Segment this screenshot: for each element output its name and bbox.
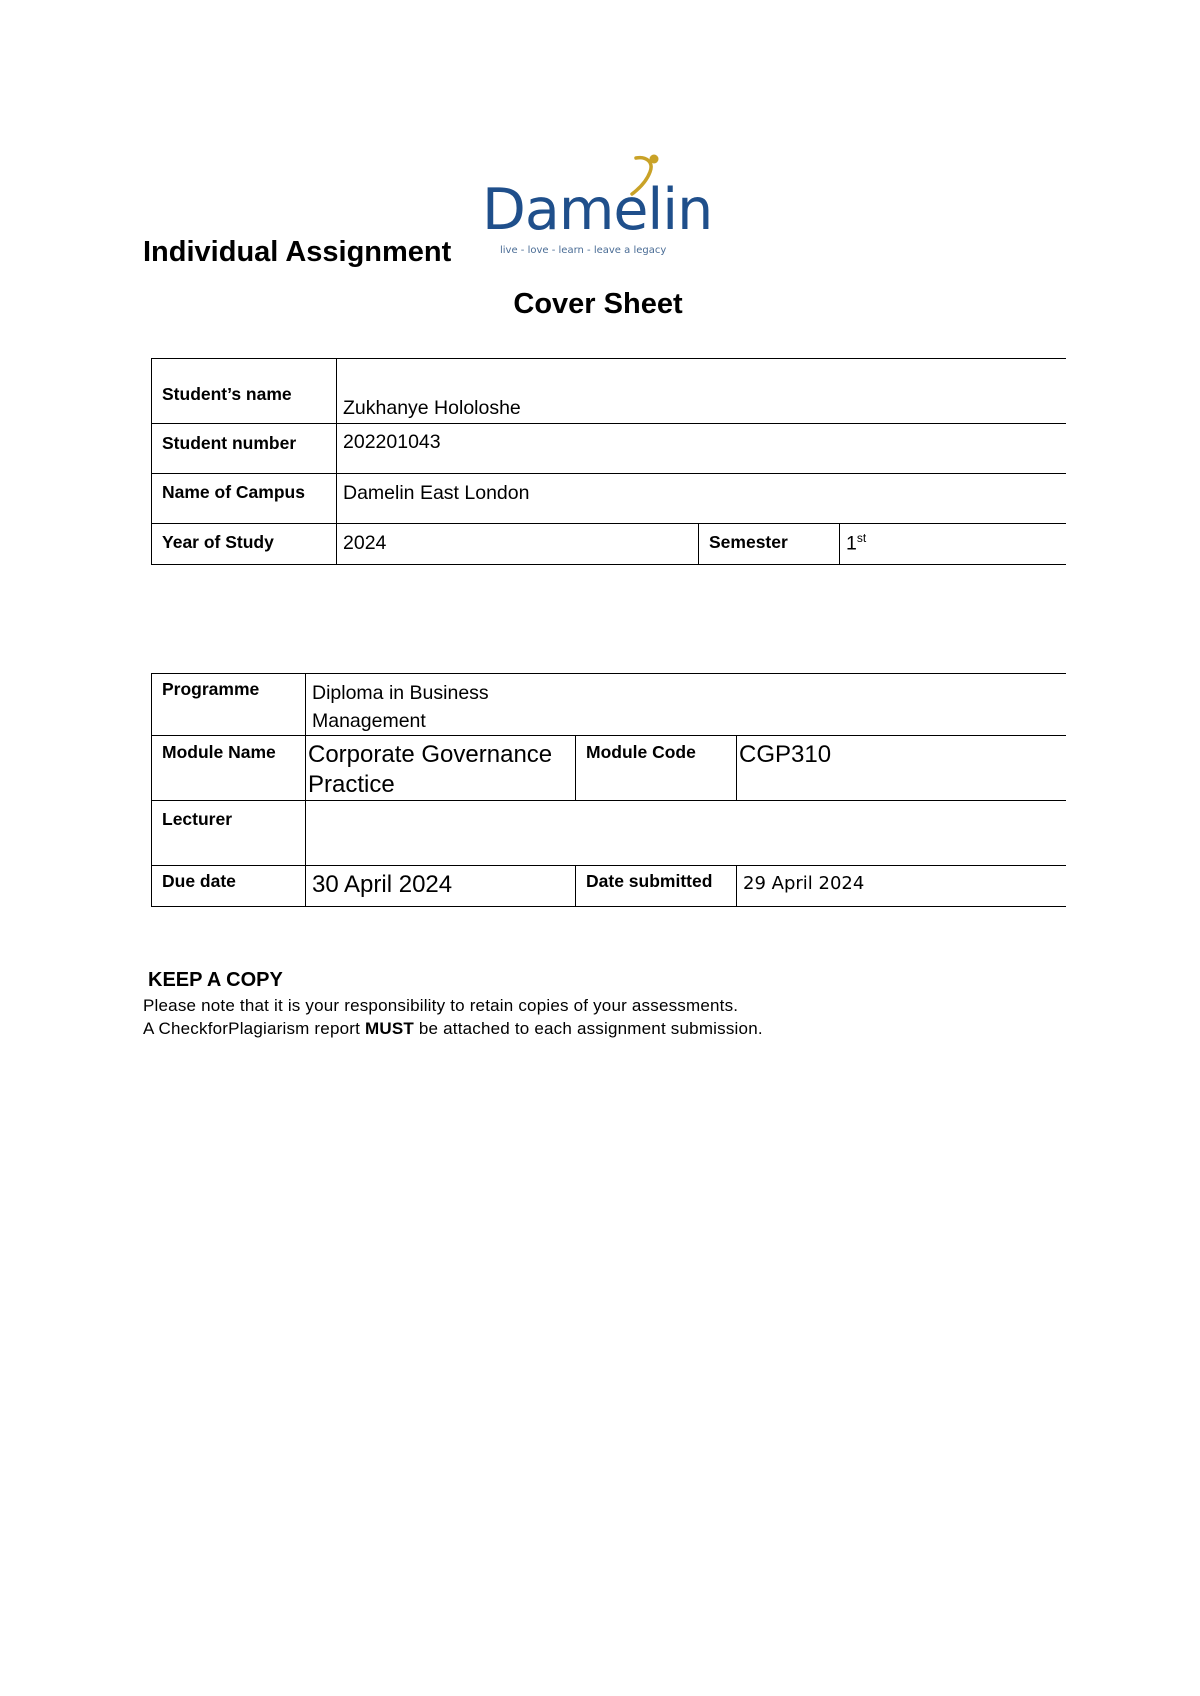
student-name-label-cell <box>152 359 337 424</box>
semester-label-cell <box>699 524 840 565</box>
module-name-label-cell <box>152 736 306 801</box>
due-date-label-cell <box>152 866 306 907</box>
year-label: Year of Study <box>162 532 274 552</box>
student-number-label: Student number <box>162 433 297 453</box>
campus-label: Name of Campus <box>162 482 305 502</box>
student-name-value: Zukhanye Hololoshe <box>343 397 521 419</box>
module-details-table <box>151 673 1066 907</box>
keep-a-copy-heading: KEEP A COPY <box>148 969 283 991</box>
module-name-label: Module Name <box>162 742 276 762</box>
programme-label-cell <box>152 674 306 736</box>
student-name-cell <box>337 359 1066 424</box>
module-name-cell <box>306 736 576 801</box>
year-label-cell <box>152 524 337 565</box>
document-subtitle: Cover Sheet <box>513 288 683 320</box>
lecturer-label: Lecturer <box>162 809 233 829</box>
module-code-value: CGP310 <box>739 741 832 768</box>
campus-cell <box>337 474 1066 524</box>
student-name-label: Student’s name <box>162 384 292 404</box>
table-row <box>152 359 1066 424</box>
table-row <box>152 524 1066 565</box>
module-code-label: Module Code <box>586 742 696 762</box>
module-code-label-cell <box>576 736 737 801</box>
date-submitted-value: 29 April 2024 <box>743 873 865 894</box>
campus-label-cell <box>152 474 337 524</box>
table-row <box>152 474 1066 524</box>
date-submitted-label: Date submitted <box>586 871 713 891</box>
table-row <box>152 801 1066 866</box>
programme-cell <box>306 674 1066 736</box>
student-number-label-cell <box>152 424 337 474</box>
logo-wordmark: Damelin <box>482 177 713 243</box>
semester-value: 1st <box>846 531 867 555</box>
year-value: 2024 <box>343 532 387 554</box>
year-cell <box>337 524 699 565</box>
document-title: Individual Assignment <box>143 236 452 268</box>
campus-value: Damelin East London <box>343 482 530 504</box>
retain-copies-note: Please note that it is your responsibility to retain copies of your assessments. <box>143 996 739 1015</box>
module-code-cell <box>737 736 1066 801</box>
damelin-logo <box>482 152 713 262</box>
lecturer-cell <box>306 801 1066 866</box>
due-date-cell <box>306 866 576 907</box>
lecturer-label-cell <box>152 801 306 866</box>
plagiarism-report-note: A CheckforPlagiarism report MUST be attached to each assignment submission. <box>143 1019 763 1038</box>
logo-tagline: live - love - learn - leave a legacy <box>500 245 667 256</box>
table-row <box>152 866 1066 907</box>
programme-value: Diploma in Business Management <box>312 682 489 732</box>
date-submitted-cell <box>737 866 1066 907</box>
table-row <box>152 424 1066 474</box>
table-row <box>152 736 1066 801</box>
date-submitted-label-cell <box>576 866 737 907</box>
semester-cell <box>840 524 1066 565</box>
module-name-value: Corporate Governance Practice <box>308 741 553 798</box>
due-date-label: Due date <box>162 871 236 891</box>
due-date-value: 30 April 2024 <box>312 871 453 898</box>
student-number-value: 202201043 <box>343 431 441 453</box>
semester-label: Semester <box>709 532 788 552</box>
student-details-table <box>151 358 1066 565</box>
table-row <box>152 674 1066 736</box>
programme-label: Programme <box>162 679 260 699</box>
student-number-cell <box>337 424 1066 474</box>
lecturer-value <box>306 801 1066 807</box>
